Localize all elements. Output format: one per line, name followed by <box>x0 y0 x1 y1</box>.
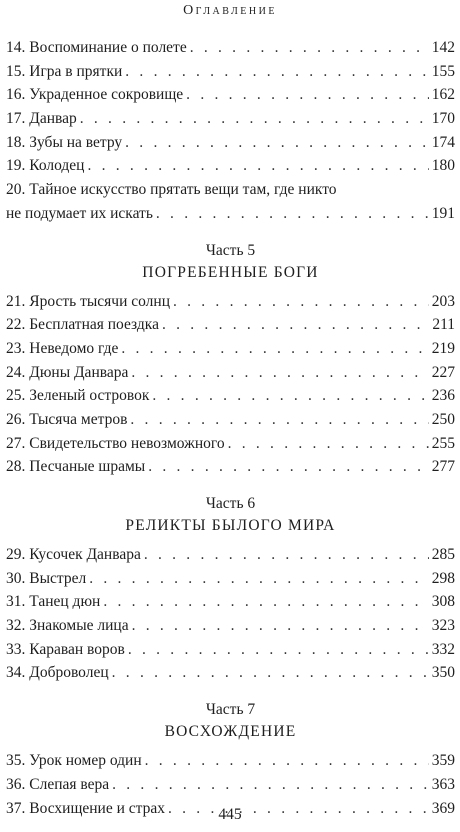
part-title: ПОГРЕБЕННЫЕ БОГИ <box>142 263 319 281</box>
dot-leader <box>144 543 429 567</box>
entry-page: 255 <box>431 434 455 452</box>
entry-page: 191 <box>431 204 455 222</box>
toc-entry <box>6 773 455 797</box>
entry-page: 142 <box>431 39 455 56</box>
toc-section <box>6 226 455 480</box>
toc-entry <box>6 432 455 456</box>
part-label: Часть 5 <box>205 241 256 259</box>
entry-title: 35. Урок номер один <box>6 752 142 770</box>
entry-page: 155 <box>431 62 455 80</box>
dot-leader <box>148 455 429 479</box>
entry-title: 17. Данвар <box>6 110 77 128</box>
entry-page: 363 <box>431 775 455 793</box>
dot-leader <box>125 131 429 155</box>
entry-page: 298 <box>431 569 455 587</box>
entry-page: 211 <box>432 316 455 334</box>
entry-title: 24. Дюны Данвара <box>6 363 129 381</box>
entry-title: 37. Восхищение и страх <box>6 799 165 817</box>
part-title: РЕЛИКТЫ БЫЛОГО МИРА <box>125 517 336 534</box>
entry-page: 162 <box>431 86 455 104</box>
dot-leader <box>89 567 429 591</box>
entry-page: 219 <box>431 339 455 357</box>
entry-page: 250 <box>431 410 455 428</box>
toc-entry <box>6 131 455 155</box>
entry-title: 21. Ярость тысячи солнц <box>6 292 170 310</box>
entry-page: 236 <box>431 387 455 405</box>
toc-entry <box>6 154 455 178</box>
entry-title-line: 20. Тайное искусство прятать вещи там, где никто <box>6 181 337 199</box>
dot-leader <box>152 384 428 408</box>
dot-leader <box>131 361 428 385</box>
toc-entry <box>6 590 455 614</box>
toc-entry <box>6 178 455 225</box>
entry-last-line <box>6 202 455 226</box>
entry-page: 180 <box>431 157 455 175</box>
toc-entry <box>6 83 455 107</box>
toc-section <box>6 685 455 820</box>
toc-entry <box>6 638 455 662</box>
dot-leader <box>112 773 429 797</box>
part-title: ВОСХОЖДЕНИЕ <box>164 723 297 741</box>
table-of-contents <box>6 36 455 820</box>
entry-page: 359 <box>431 752 455 770</box>
dot-leader <box>128 638 429 662</box>
entry-page: 285 <box>431 546 455 563</box>
entry-title: 23. Неведомо где <box>6 339 119 357</box>
entry-title: 27. Свидетельство невозможного <box>6 434 225 452</box>
entry-title: 18. Зубы на ветру <box>6 133 123 151</box>
toc-section <box>6 36 455 226</box>
dot-leader <box>186 83 429 107</box>
entry-title: 34. Доброволец <box>6 664 109 682</box>
dot-leader <box>162 313 429 337</box>
entry-page: 308 <box>431 593 455 611</box>
dot-leader <box>145 749 429 773</box>
dot-leader <box>130 408 428 432</box>
toc-entry <box>6 455 455 479</box>
running-head: Оглавление <box>183 3 277 18</box>
entry-title: 22. Бесплатная поездка <box>6 316 159 334</box>
toc-entry <box>6 749 455 773</box>
toc-entry <box>6 337 455 361</box>
toc-entry <box>6 60 455 84</box>
entry-title: 25. Зеленый островок <box>6 387 150 405</box>
entry-page: 323 <box>431 617 455 635</box>
toc-section <box>6 479 455 685</box>
entry-title: 26. Тысяча метров <box>6 410 128 428</box>
part-heading <box>6 685 455 749</box>
dot-leader <box>80 107 429 131</box>
entry-title: 28. Песчаные шрамы <box>6 458 146 476</box>
entry-page: 332 <box>431 640 455 658</box>
toc-entry <box>6 290 455 314</box>
toc-entry <box>6 384 455 408</box>
dot-leader <box>132 614 429 638</box>
dot-leader <box>87 154 428 178</box>
toc-entry <box>6 567 455 591</box>
entry-title-line: не подумает их искать <box>6 204 153 222</box>
toc-entry <box>6 408 455 432</box>
toc-entry <box>6 313 455 337</box>
toc-entry <box>6 36 455 60</box>
dot-leader <box>103 590 428 614</box>
part-heading <box>6 479 455 543</box>
toc-entry <box>6 614 455 638</box>
entry-title: 16. Украденное сокровище <box>6 86 184 104</box>
toc-entry <box>6 107 455 131</box>
dot-leader <box>173 290 429 314</box>
part-label: Часть 6 <box>205 495 256 512</box>
dot-leader <box>156 202 429 226</box>
entry-title: 32. Знакомые лица <box>6 617 129 635</box>
part-label: Часть 7 <box>205 701 256 719</box>
entry-page: 350 <box>431 664 455 682</box>
entry-title: 36. Слепая вера <box>6 775 110 793</box>
entry-page: 277 <box>431 458 455 476</box>
entry-title: 30. Выстрел <box>6 569 87 587</box>
part-heading <box>6 226 455 290</box>
entry-title: 15. Игра в прятки <box>6 62 123 80</box>
dot-leader <box>125 60 428 84</box>
dot-leader <box>190 36 429 60</box>
entry-page: 174 <box>431 133 455 151</box>
dot-leader <box>121 337 428 361</box>
entry-title: 33. Караван воров <box>6 640 125 658</box>
entry-page: 227 <box>431 363 455 381</box>
entry-title: 19. Колодец <box>6 157 85 175</box>
entry-title: 29. Кусочек Данвара <box>6 546 141 563</box>
dot-leader <box>112 661 429 685</box>
entry-title: 31. Танец дюн <box>6 593 101 611</box>
toc-entry <box>6 543 455 567</box>
entry-page: 369 <box>431 799 455 817</box>
entry-page: 170 <box>431 110 455 128</box>
toc-entry <box>6 361 455 385</box>
toc-entry <box>6 661 455 685</box>
page-number: 445 <box>218 806 242 823</box>
entry-title: 14. Воспоминание о полете <box>6 39 187 56</box>
dot-leader <box>228 432 429 456</box>
entry-page: 203 <box>431 292 455 310</box>
